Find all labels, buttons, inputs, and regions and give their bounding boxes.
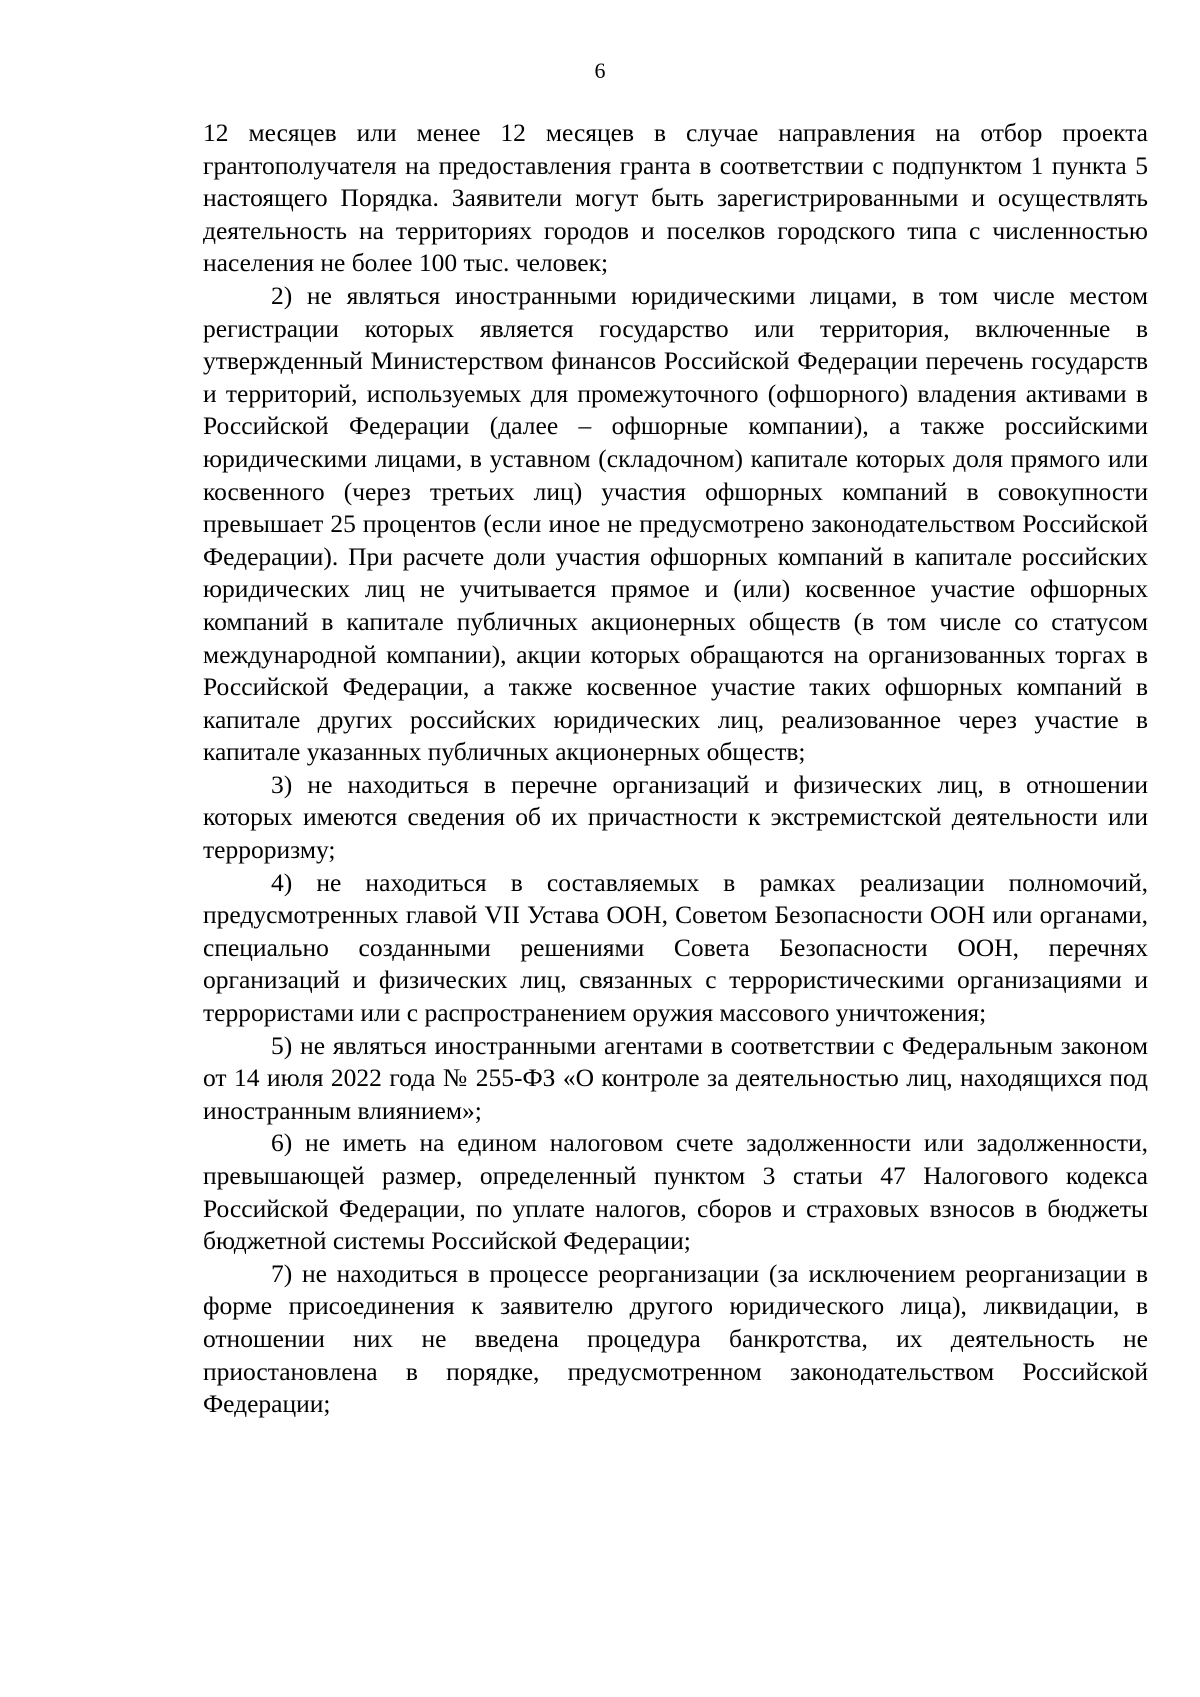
paragraph-item-3: 3) не находиться в перечне организаций и физических лиц, в отношении которых имеются сведения об их причастности к экстремистской деятельности или терроризму; xyxy=(203,769,1148,865)
paragraph-item-7: 7) не находиться в процессе реорганизации (за исключением реорганизации в форме присоединения к заявителю другого юридического лица), ликвидации, в отношении них не введена процедура банкротства, их деятельность не приостановлена в порядке, предусмотренном законодательством Российской Федерации; xyxy=(203,1258,1148,1419)
document-body xyxy=(203,117,1148,1421)
page-number: 6 xyxy=(594,58,606,83)
paragraph-item-6: 6) не иметь на едином налоговом счете задолженности или задолженности, превышающей размер, определенный пунктом 3 статьи 47 Налогового кодекса Российской Федерации, по уплате налогов, сборов и страховых взносов в бюджеты бюджетной системы Российской Федерации; xyxy=(203,1128,1148,1256)
paragraph-item-2: 2) не являться иностранными юридическими лицами, в том числе местом регистрации которых является государство или территория, включенные в утвержденный Министерством финансов Российской Федерации перечень государств и территорий, используемых для промежуточного (офшорного) владения активами в Российской Федерации (далее – офшорные компании), а также российскими юридическими лицами, в уставном (складочном) капитале которых доля прямого или косвенного (через третьих лиц) участия офшорных компаний в совокупности превышает 25 процентов (если иное не предусмотрено законодательством Российской Федерации). При расчете доли участия офшорных компаний в капитале российских юридических лиц не учитывается прямое и (или) косвенное участие офшорных компаний в капитале публичных акционерных обществ (в том числе со статусом международной компании), акции которых обращаются на организованных торгах в Российской Федерации, а также косвенное участие таких офшорных компаний в капитале других российских юридических лиц, реализованное через участие в капитале указанных публичных акционерных обществ; xyxy=(203,280,1148,767)
paragraph-item-5: 5) не являться иностранными агентами в соответствии с Федеральным законом от 14 июля 2022 года № 255-ФЗ «О контроле за деятельностью лиц, находящихся под иностранным влиянием»; xyxy=(203,1030,1148,1125)
paragraph-continuation: 12 месяцев или менее 12 месяцев в случае направления на отбор проекта грантополучателя на предоставления гранта в соответствии с подпунктом 1 пункта 5 настоящего Порядка. Заявители могут быть зарегистрированными и осуществлять деятельность на территориях городов и поселков городского типа с численностью населения не более 100 тыс. человек; xyxy=(203,118,1148,278)
paragraph-item-4: 4) не находиться в составляемых в рамках реализации полномочий, предусмотренных главой VII Устава ООН, Советом Безопасности ООН или органами, специально созданными решениями Совета Безопасности ООН, перечнях организаций и физических лиц, связанных с террористическими организациями и террористами или с распространением оружия массового уничтожения; xyxy=(203,867,1148,1028)
